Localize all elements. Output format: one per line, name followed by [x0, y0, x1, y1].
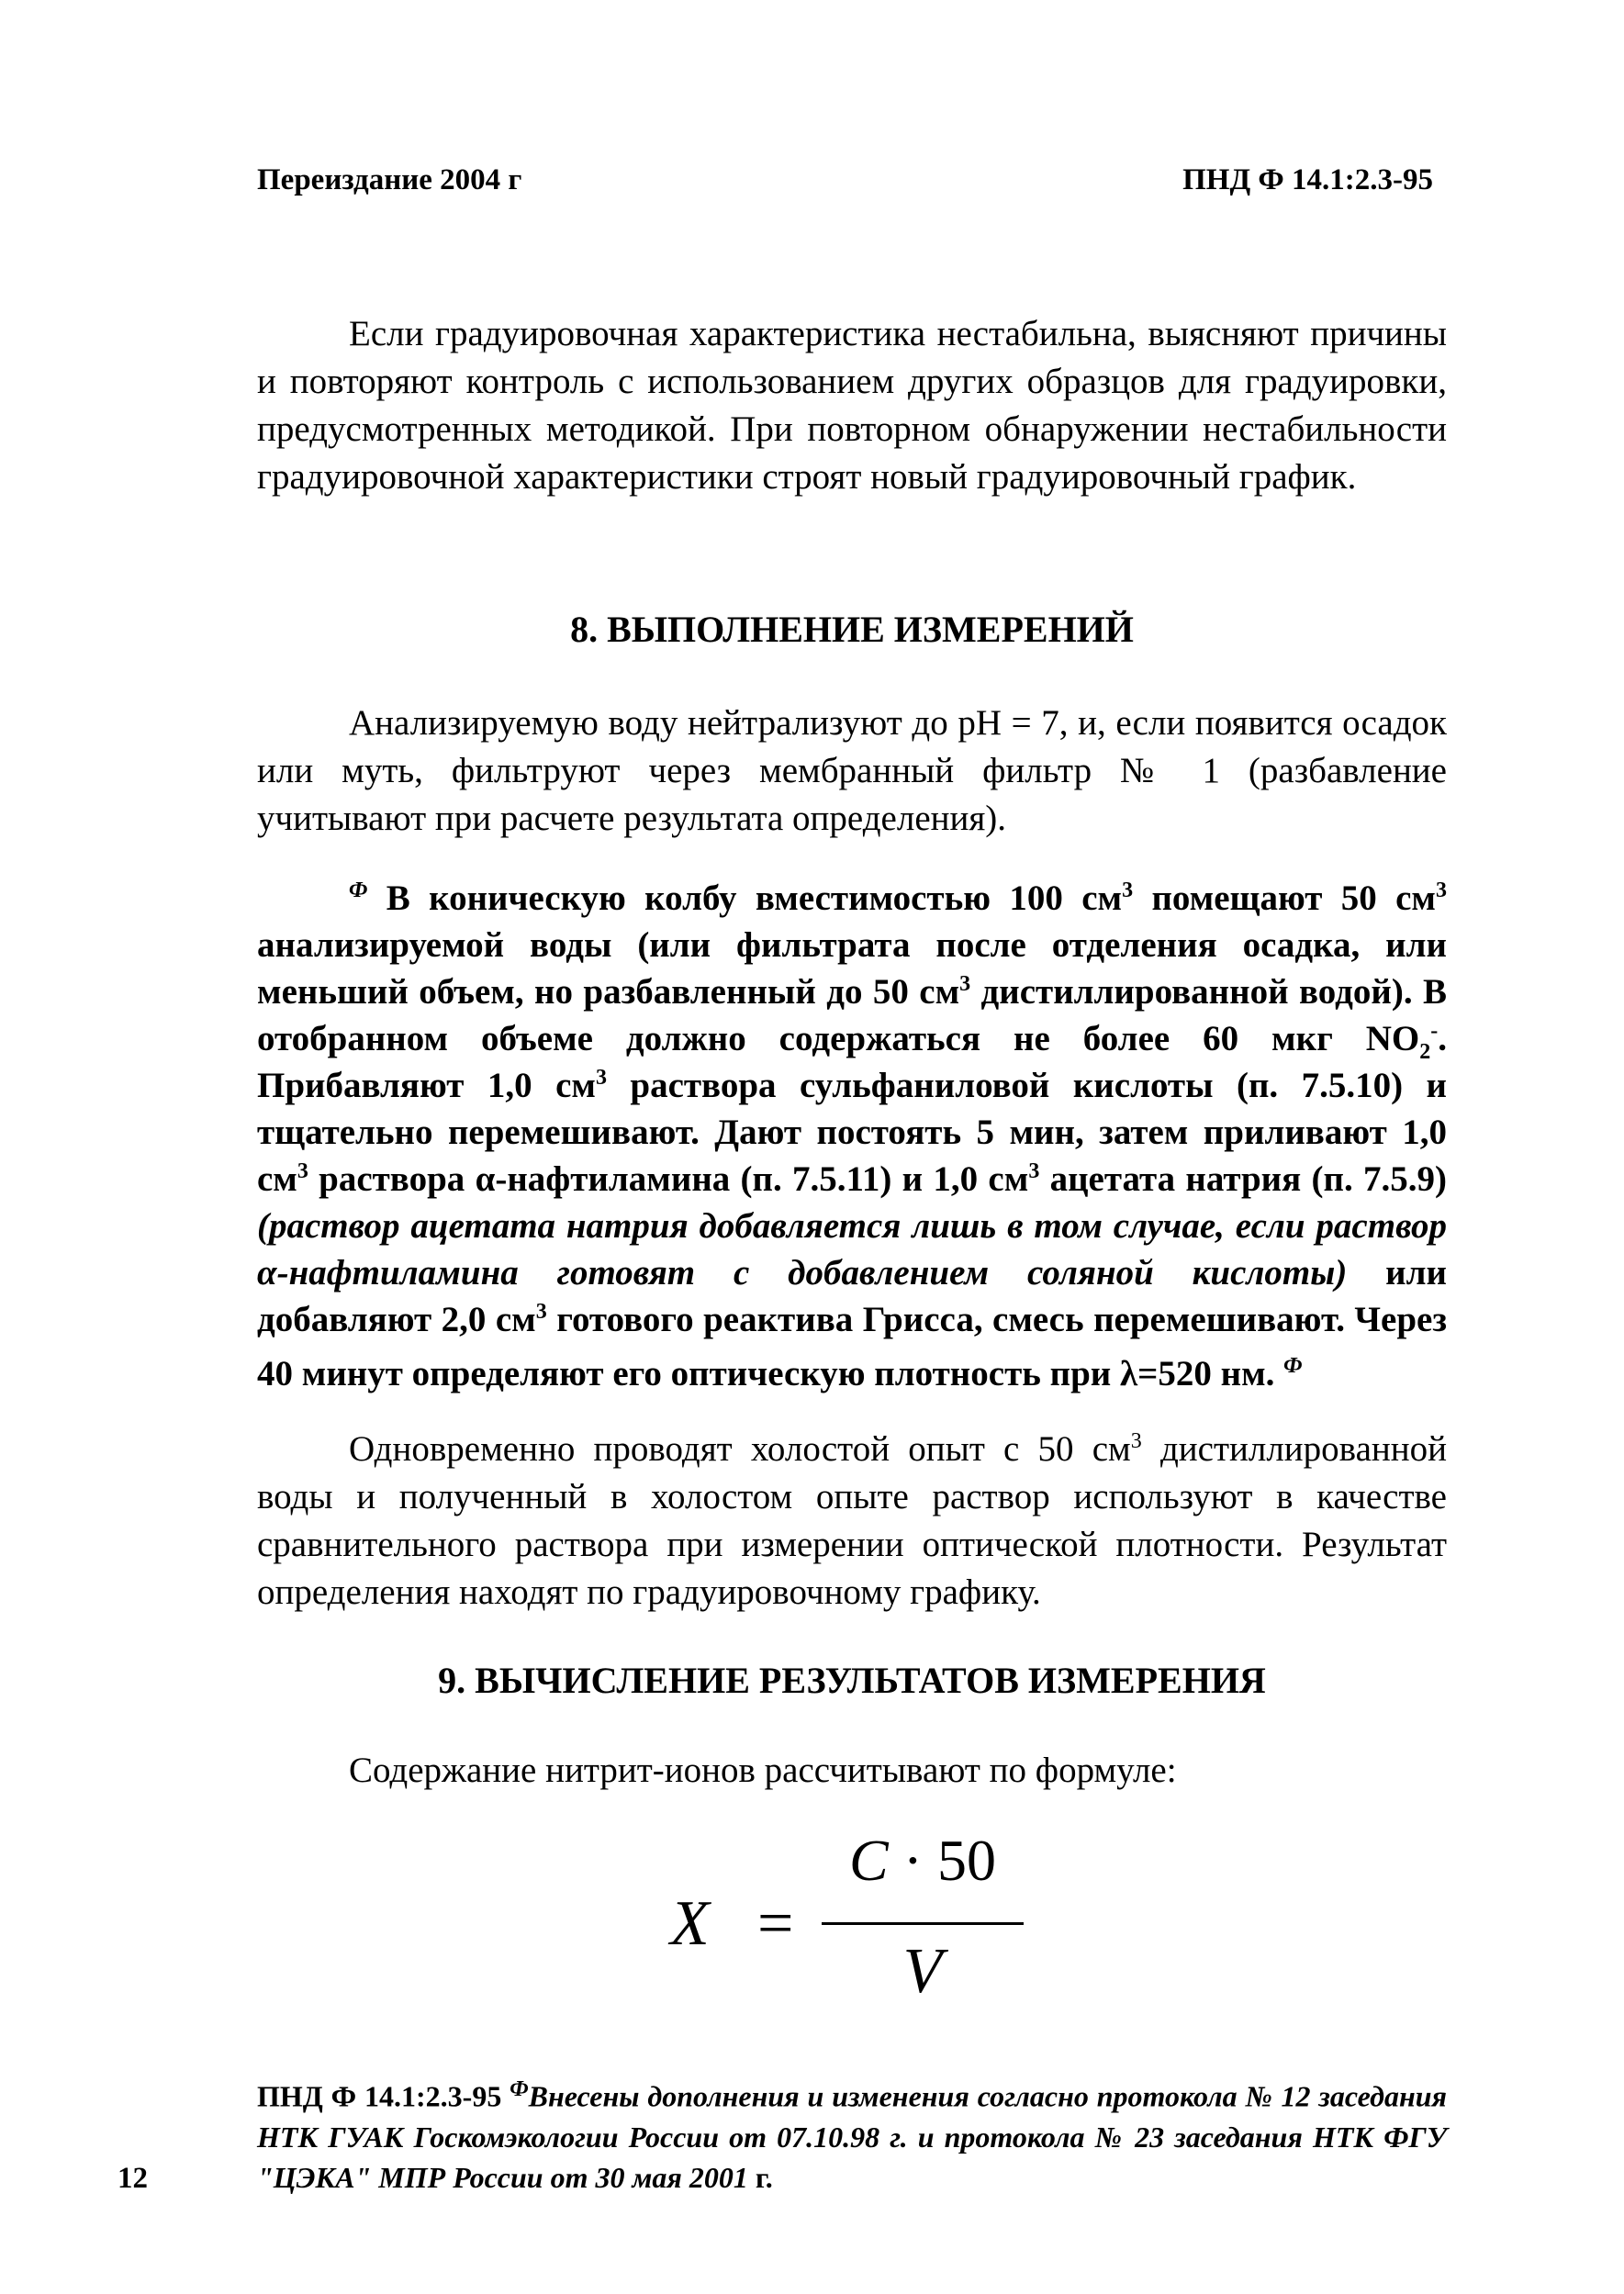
amendment-mark-icon: Ф — [1283, 1354, 1303, 1378]
page-number: 12 — [118, 2162, 148, 2195]
paragraph-procedure: $^Ф$ В коническую колбу вместимостью 100 $см^3$ помещают 50 $см^3$ анализируемой воды (или фильтрата после отделения осадка, или меньший объем, но разбавленный до 50 $см^3$ дистиллированной водой). В отобранном объеме должно содержаться не более 60 мкг $NO_2^-$. Прибавляют 1,0 $см^3$ раствора сульфаниловой кислоты (п. 7.5.10) и тщательно перемешивают. Дают постоять 5 мин, затем приливают 1,0 $см^3$ раствора α-нафтиламина (п. 7.5.11) и 1,0 $см^3$ ацетата натрия (п. 7.5.9) (раствор ацетата натрия добавляется лишь в том случае, если раствор α-нафтиламина готовят с добавлением соляной кислоты) или добавляют 2,0 $см^3$ готового реактива Грисса, смесь перемешивают. Через 40 минут определяют его оптическую плотность при λ=520 нм. $^Ф$ — [257, 878, 1448, 1393]
fraction-bar — [822, 1922, 1024, 1925]
formula-lhs: X — [670, 1888, 710, 1959]
section-8-heading: 8. ВЫПОЛНЕНИЕ ИЗМЕРЕНИЙ — [570, 609, 1134, 650]
italic-note: (раствор ацетата натрия добавляется лишь в том случае, если раствор α-нафтиламина готовят с добавлением соляной кислоты) — [257, 1206, 1447, 1292]
header-edition: Переиздание 2004 г — [257, 163, 522, 196]
formula-denominator: V — [902, 1936, 943, 2007]
amendment-mark-icon: Ф — [510, 2077, 529, 2101]
formula-equals: = — [757, 1888, 794, 1959]
header-doc-code: ПНД Ф 14.1:2.3-95 — [1182, 163, 1433, 196]
result-formula — [643, 1827, 1065, 2010]
paragraph-formula-intro: Содержание нитрит-ионов рассчитывают по формуле: — [349, 1751, 1177, 1790]
paragraph-neutralization: Анализируемую воду нейтрализуют до pH = 7, и, если появится осадок или муть, фильтруют через мембранный фильтр № 1 (разбавление учитывают при расчете результата определения). — [257, 703, 1447, 838]
paragraph-calibration-stability: Если градуировочная характеристика нестабильна, выясняют причины и повторяют контроль с использованием других образцов для градуировки, предусмотренных методикой. При повторном обнаружении нестабильности градуировочной характеристики строят новый градуировочный график. — [257, 314, 1447, 497]
section-9-heading: 9. ВЫЧИСЛЕНИЕ РЕЗУЛЬТАТОВ ИЗМЕРЕНИЯ — [438, 1660, 1266, 1701]
formula-numerator: C · 50 — [849, 1828, 996, 1893]
amendment-footnote: ПНД Ф 14.1:2.3-95 $^Ф$Внесены дополнения и изменения согласно протокола № 12 заседания НТК ГУАК Госкомэкологии России от 07.10.98 г. и протокола № 23 заседания НТК ФГУ "ЦЭКА" МПР России от 30 мая 2001 г. — [257, 2077, 1448, 2194]
paragraph-blank-test: Одновременно проводят холостой опыт с 50 $см^3$ дистиллированной воды и полученный в холостом опыте раствор используют в качестве сравнительного раствора при измерении оптической плотности. Результат определения находят по градуировочному графику. — [257, 1429, 1447, 1612]
amendment-mark-icon: Ф — [349, 878, 368, 902]
